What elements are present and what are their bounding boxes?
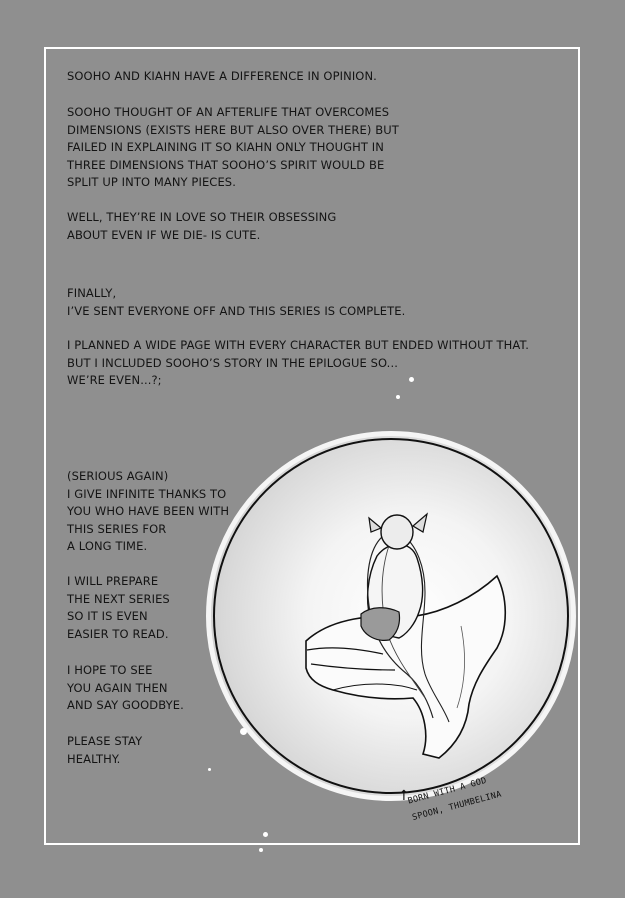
sparkle-dot [208, 768, 211, 771]
paragraph-in-love: WELL, THEY’RE IN LOVE SO THEIR OBSESSING ABOUT EVEN IF WE DIE- IS CUTE. [67, 210, 337, 242]
paragraph-thanks: (SERIOUS AGAIN) I GIVE INFINITE THANKS TO YOU WHO HAVE BEEN WITH THIS SERIES FOR A LONG TIME. [67, 469, 230, 553]
handwritten-note: BORN WITH A GOD SPOON, THUMBELINA [406, 775, 503, 823]
illustration-circle [206, 431, 576, 801]
paragraph-difference-opinion: SOOHO AND KIAHN HAVE A DIFFERENCE IN OPINION. [67, 69, 377, 83]
paragraph-stay-healthy: PLEASE STAY HEALTHY. [67, 734, 143, 766]
sparkle-dot [263, 832, 268, 837]
paragraph-finally: FINALLY, I’VE SENT EVERYONE OFF AND THIS SERIES IS COMPLETE. [67, 286, 406, 318]
paragraph-see-you: I HOPE TO SEE YOU AGAIN THEN AND SAY GOODBYE. [67, 663, 184, 712]
paragraph-wide-page: I PLANNED A WIDE PAGE WITH EVERY CHARACTER BUT ENDED WITHOUT THAT. BUT I INCLUDED SOOHO’S STORY IN THE EPILOGUE SO... WE’RE EVEN...?; [67, 338, 530, 387]
sparkle-dot [409, 377, 414, 382]
up-arrow-icon: ↑ [398, 788, 410, 804]
sparkle-dot [396, 395, 400, 399]
paragraph-afterlife: SOOHO THOUGHT OF AN AFTERLIFE THAT OVERCOMES DIMENSIONS (EXISTS HERE BUT ALSO OVER THERE) BUT FAILED IN EXPLAINING IT SO KIAHN ONLY THOUGHT IN THREE DIMENSIONS THAT SOOHO’S SPIRIT WOULD BE SPLIT UP INTO MANY PIECES. [67, 105, 399, 189]
paragraph-next-series: I WILL PREPARE THE NEXT SERIES SO IT IS EVEN EASIER TO READ. [67, 574, 170, 641]
sparkle-dot [259, 848, 263, 852]
thumbelina-on-hand-illustration [211, 436, 571, 796]
sparkle-dot [240, 728, 247, 735]
